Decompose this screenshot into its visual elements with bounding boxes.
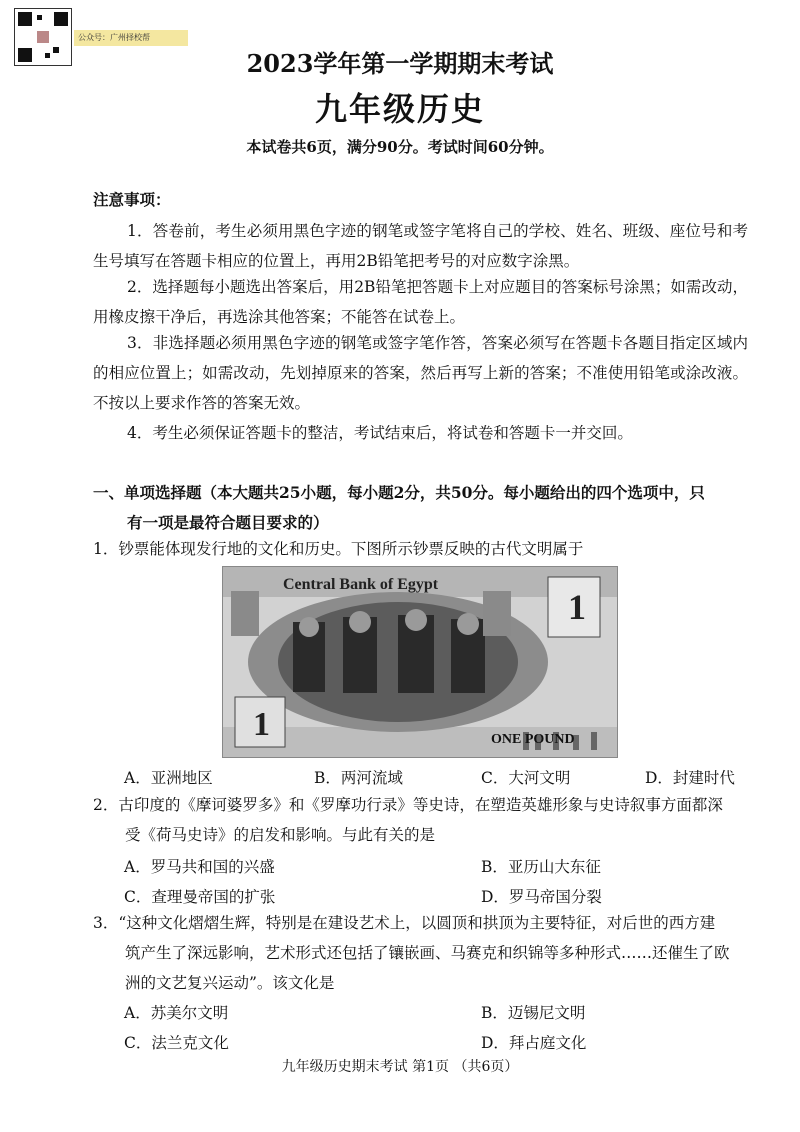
q2-option-a[interactable]: A．罗马共和国的兴盛 xyxy=(124,858,275,876)
q3-option-b[interactable]: B．迈锡尼文明 xyxy=(481,1004,586,1022)
exam-title: 2023学年第一学期期末考试 xyxy=(246,49,554,78)
q1-option-d[interactable]: D．封建时代 xyxy=(645,769,735,787)
q2-option-c[interactable]: C．查理曼帝国的扩张 xyxy=(124,888,276,906)
subject-title: 九年级历史 xyxy=(314,90,485,128)
q3-option-c[interactable]: C．法兰克文化 xyxy=(124,1034,229,1052)
egypt-banknote-image xyxy=(222,566,618,758)
question-3-line3: 洲的文艺复兴运动”。该文化是 xyxy=(125,974,335,992)
question-2-stem xyxy=(93,790,748,850)
account-stamp: 公众号：广州择校帮 xyxy=(74,30,188,46)
section-heading-line2: 有一项是最符合题目要求的） xyxy=(127,513,329,532)
notice-item-2: 2．选择题每小题选出答案后，用2B铅笔把答题卡上对应题目的答案标号涂黑；如需改动，用橡皮擦干净后，再选涂其他答案；不能答在试卷上。 xyxy=(93,278,748,326)
q3-option-a[interactable]: A．苏美尔文明 xyxy=(124,1004,229,1022)
banknote-illustration xyxy=(223,567,617,757)
notice-item-1: 1．答卷前，考生必须用黑色字迹的钢笔或签字笔将自己的学校、姓名、班级、座位号和考生号填写在答题卡相应的位置上，再用2B铅笔把考号的对应数字涂黑。 xyxy=(93,222,748,270)
q3-option-d[interactable]: D．拜占庭文化 xyxy=(481,1034,587,1052)
q2-option-d[interactable]: D．罗马帝国分裂 xyxy=(481,888,602,906)
question-3-line1: 3．“这种文化熠熠生辉，特别是在建设艺术上，以圆顶和拱顶为主要特征，对后世的西方建 xyxy=(93,914,716,932)
banknote-numeral-bottom: 1 xyxy=(253,706,270,743)
notice-item-3: 3．非选择题必须用黑色字迹的钢笔或签字笔作答，答案必须写在答题卡各题目指定区域内的相应位置上；如需改动，先划掉原来的答案，然后再写上新的答案；不准使用铅笔或涂改液。不按以上要求作答的答案无效。 xyxy=(93,334,748,412)
question-2-line2: 受《荷马史诗》的启发和影响。与此有关的是 xyxy=(125,826,436,844)
q1-option-c[interactable]: C．大河文明 xyxy=(481,769,571,787)
page-footer: 九年级历史期末考试 第1页 （共6页） xyxy=(281,1059,519,1075)
banknote-top-text: Central Bank of Egypt xyxy=(283,576,439,593)
section-heading xyxy=(93,478,748,538)
q1-option-a[interactable]: A．亚洲地区 xyxy=(124,769,213,787)
question-2-line1: 2．古印度的《摩诃婆罗多》和《罗摩功行录》等史诗，在塑造英雄形象与史诗叙事方面都深 xyxy=(93,796,723,814)
exam-info: 本试卷共6页，满分90分。考试时间60分钟。 xyxy=(246,138,554,156)
question-3-line2: 筑产生了深远影响，艺术形式还包括了镶嵌画、马赛克和织锦等多种形式……还催生了欧 xyxy=(125,944,730,962)
section-heading-line1: 一、单项选择题（本大题共25小题，每小题2分，共50分。每小题给出的四个选项中，只 xyxy=(93,483,705,502)
notice-item-4: 4．考生必须保证答题卡的整洁，考试结束后，将试卷和答题卡一并交回。 xyxy=(127,424,633,442)
question-3-stem xyxy=(93,908,748,998)
question-1-stem: 1．钞票能体现发行地的文化和历史。下图所示钞票反映的古代文明属于 xyxy=(93,540,584,558)
notice-heading: 注意事项： xyxy=(93,190,171,209)
banknote-bottom-text: ONE POUND xyxy=(491,732,575,747)
q2-option-b[interactable]: B．亚历山大东征 xyxy=(481,858,601,876)
banknote-numeral-top: 1 xyxy=(568,587,586,627)
q1-option-b[interactable]: B．两河流域 xyxy=(314,769,403,787)
